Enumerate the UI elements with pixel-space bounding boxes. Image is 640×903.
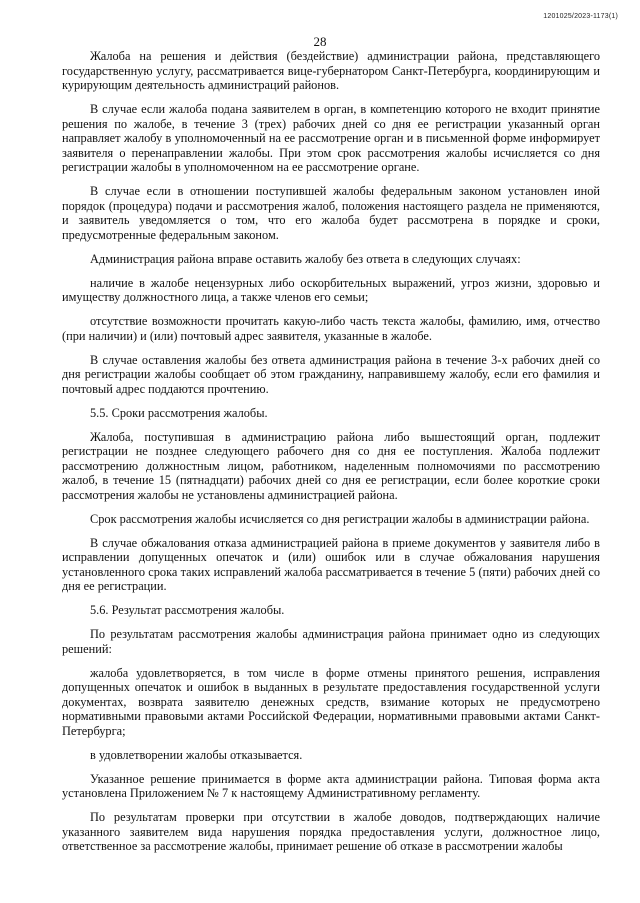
paragraph: жалоба удовлетворяется, в том числе в форме отмены принятого решения, исправления допущенных опечаток и ошибок в выданных в результате предоставления государственной услуги документах, возврата заявителю денежных средств, взимание которых не предусмотрено нормативными правовыми актами Российской Федерации, нормативными правовыми актами Санкт-Петербурга; xyxy=(62,665,600,738)
paragraph: в удовлетворении жалобы отказывается. xyxy=(90,747,303,762)
document-body xyxy=(62,49,600,854)
paragraph: Жалоба на решения и действия (бездействие) администрации района, представляющего государственную услугу, рассматривается вице-губернатором Санкт-Петербурга, координирующим и курирующим деятельность администраций районов. xyxy=(62,49,600,92)
paragraph: Срок рассмотрения жалобы исчисляется со дня регистрации жалобы в администрации района. xyxy=(90,511,590,526)
paragraph: отсутствие возможности прочитать какую-либо часть текста жалобы, фамилию, имя, отчество (при наличии) и (или) почтовый адрес заявителя, указанные в жалобе. xyxy=(62,314,600,343)
paragraph: По результатам рассмотрения жалобы администрация района принимает одно из следующих решений: xyxy=(62,627,600,656)
paragraph: В случае обжалования отказа администрацией района в приеме документов у заявителя либо в исправлении допущенных опечаток и (или) ошибок или в случае обжалования нарушения установленного срока таких исправлений жалоба рассматривается в течение 5 (пяти) рабочих дней со дня ее регистрации. xyxy=(62,535,600,593)
paragraph: В случае если жалоба подана заявителем в орган, в компетенцию которого не входит принятие решения по жалобе, в течение 3 (трех) рабочих дней со дня ее регистрации указанный орган направляет жалобу в уполномоченный на ее рассмотрение орган и в письменной форме информирует заявителя о перенаправлении жалобы. При этом срок рассмотрения жалобы исчисляется со дня регистрации жалобы в уполномоченном на ее рассмотрение органе. xyxy=(62,102,600,174)
paragraph: В случае если в отношении поступившей жалобы федеральным законом установлен иной порядок (процедура) подачи и рассмотрения жалоб, положения настоящего раздела не применяются, и заявитель уведомляется о том, что его жалоба будет рассмотрена в порядке и сроки, предусмотренные федеральным законом. xyxy=(62,184,600,242)
paragraph: По результатам проверки при отсутствии в жалобе доводов, подтверждающих наличие указанного заявителем вида нарушения порядка предоставления услуги, должностное лицо, ответственное за рассмотрение жалобы, принимает решение об отказе в рассмотрении жалобы xyxy=(62,810,600,853)
paragraph: Администрация района вправе оставить жалобу без ответа в следующих случаях: xyxy=(90,251,521,266)
paragraph: В случае оставления жалобы без ответа администрация района в течение 3-х рабочих дней со дня регистрации жалобы сообщает об этом гражданину, направившему жалобу, если его фамилия и почтовый адрес поддаются прочтению. xyxy=(62,352,600,396)
section-heading: 5.5. Сроки рассмотрения жалобы. xyxy=(90,405,268,420)
document-id: 1201025/2023-1173(1) xyxy=(543,13,618,20)
paragraph: наличие в жалобе нецензурных либо оскорбительных выражений, угроз жизни, здоровью и имуществу должностного лица, а также членов его семьи; xyxy=(62,275,600,304)
paragraph: Жалоба, поступившая в администрацию района либо вышестоящий орган, подлежит регистрации не позднее следующего рабочего дня со дня ее поступления. Жалоба подлежит рассмотрению должностным лицом, работником, наделенным полномочиями по рассмотрению жалоб, в течение 15 (пятнадцати) рабочих дней со дня ее регистрации, если более короткие сроки рассмотрения жалобы не установлены администрацией района. xyxy=(62,429,600,502)
section-heading: 5.6. Результат рассмотрения жалобы. xyxy=(90,603,285,617)
paragraph: Указанное решение принимается в форме акта администрации района. Типовая форма акта установлена Приложением № 7 к настоящему Административному регламенту. xyxy=(62,771,600,800)
page-number: 28 xyxy=(313,34,327,49)
